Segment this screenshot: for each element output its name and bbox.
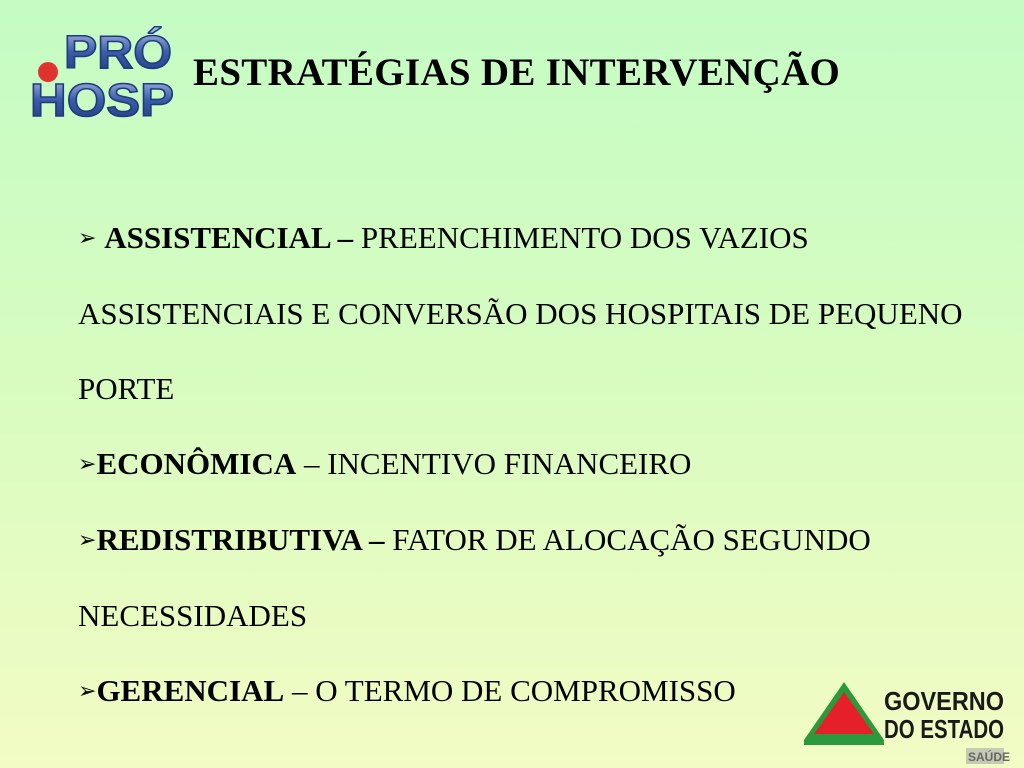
bullet-text: – O TERMO DE COMPROMISSO — [284, 673, 736, 708]
logo-line2: HOSP — [30, 74, 174, 126]
arrowhead-bullet-icon: ➢ — [78, 452, 97, 477]
bullet-text: FATOR DE ALOCAÇÃO SEGUNDO NECESSIDADES — [78, 522, 871, 633]
bullet-item-assistencial — [78, 200, 978, 426]
bullet-keyword: REDISTRIBUTIVA – — [96, 522, 385, 557]
bullet-text: PREENCHIMENTO DOS VAZIOS ASSISTENCIAIS E CONVERSÃO DOS HOSPITAIS DE PEQUENO PORTE — [78, 220, 963, 406]
bullet-item-redistributiva — [78, 502, 978, 653]
logo-line1: PRÓ — [64, 26, 172, 78]
bullet-text: – INCENTIVO FINANCEIRO — [296, 446, 692, 481]
arrowhead-bullet-icon: ➢ — [78, 226, 97, 251]
prohosp-logo — [28, 22, 178, 126]
bullet-keyword: ECONÔMICA — [96, 446, 297, 481]
bullet-keyword: GERENCIAL — [96, 673, 285, 708]
gov-line2: DO ESTADO — [884, 714, 1004, 744]
arrowhead-bullet-icon: ➢ — [78, 679, 97, 704]
gov-line1: GOVERNO — [884, 686, 1004, 716]
logo-base-bar — [804, 740, 884, 745]
governo-do-estado-logo — [800, 680, 1010, 768]
bullet-keyword: ASSISTENCIAL – — [104, 220, 354, 255]
bullet-item-economica — [78, 426, 978, 502]
arrowhead-bullet-icon: ➢ — [78, 528, 97, 553]
gov-line3: SAÚDE — [968, 750, 1011, 764]
bullet-list — [78, 200, 978, 729]
slide-title: ESTRATÉGIAS DE INTERVENÇÃO — [193, 51, 841, 94]
